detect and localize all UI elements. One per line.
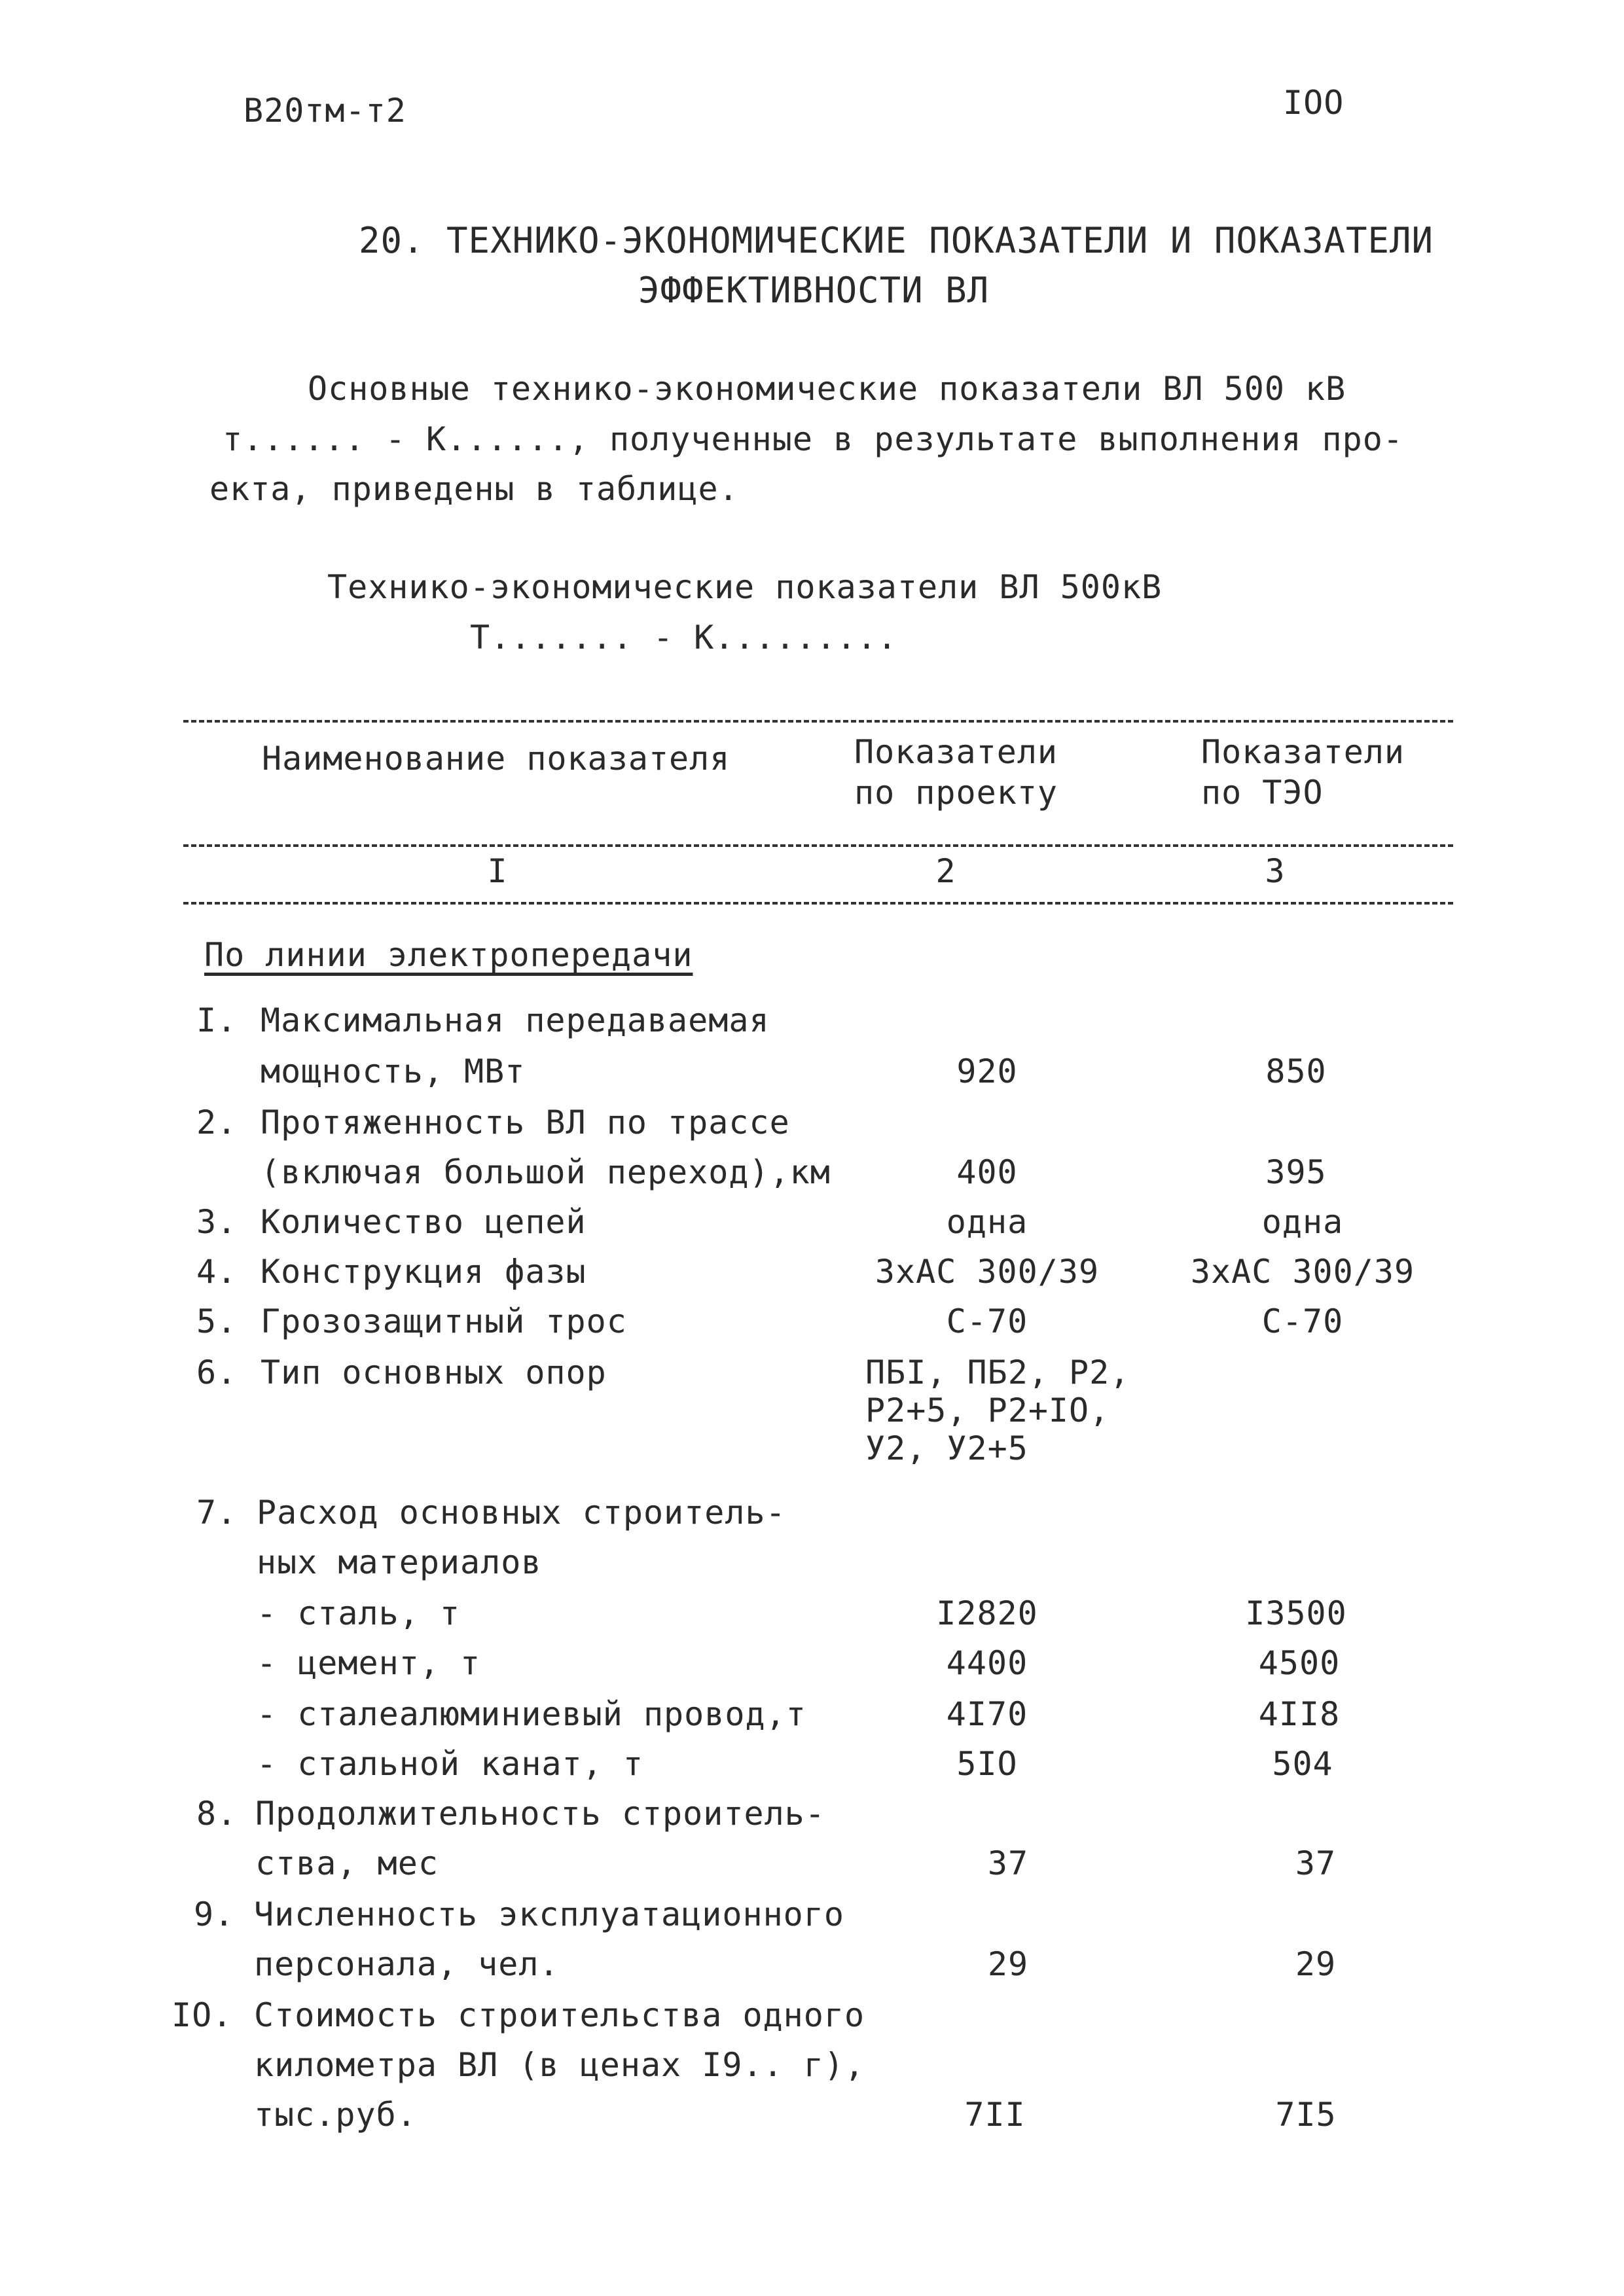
- row-label-line: Расход основных строитель-: [257, 1494, 786, 1532]
- teo-value: 504: [1272, 1745, 1333, 1783]
- teo-value: 29: [1295, 1945, 1337, 1983]
- teo-value: 850: [1265, 1052, 1327, 1090]
- header-col-project-line1: Показатели: [854, 733, 1058, 771]
- teo-value: 37: [1295, 1844, 1337, 1882]
- row-label-line: Максимальная передаваемая: [261, 1001, 770, 1039]
- row-label-line: Тип основных опор: [261, 1354, 607, 1391]
- row-label-line: Конструкция фазы: [261, 1253, 586, 1291]
- row-number: IO.: [171, 1996, 233, 2034]
- row-label-line: ства, мес: [255, 1844, 439, 1882]
- row-label-line: Продолжительность строитель-: [255, 1795, 825, 1833]
- column-numbers-rule: [183, 902, 1453, 905]
- section-heading: По линии электропередачи: [204, 936, 693, 974]
- teo-value: 4500: [1258, 1644, 1341, 1682]
- project-value: 920: [956, 1052, 1018, 1090]
- section-title-line1: 20. ТЕХНИКО-ЭКОНОМИЧЕСКИЕ ПОКАЗАТЕЛИ И ПОКАЗАТЕЛИ: [359, 220, 1434, 261]
- teo-value: 395: [1265, 1153, 1327, 1191]
- project-value: 400: [956, 1153, 1018, 1191]
- header-col-teo-line1: Показатели: [1201, 733, 1405, 771]
- header-bottom-rule: [183, 844, 1453, 847]
- project-value: У2, У2+5: [865, 1429, 1028, 1467]
- section-title-line2: ЭФФЕКТИВНОСТИ ВЛ: [638, 270, 990, 311]
- intro-line2: т...... - К......, полученные в результате выполнения про-: [223, 420, 1403, 458]
- column-number-3: 3: [1265, 852, 1286, 890]
- row-number: 5.: [196, 1302, 238, 1340]
- project-value: 4I70: [946, 1695, 1028, 1733]
- document-code: В20тм-т2: [244, 92, 406, 130]
- teo-value: I3500: [1245, 1594, 1347, 1632]
- table-top-rule: [183, 720, 1453, 723]
- row-label-line: (включая большой переход),км: [261, 1153, 831, 1191]
- intro-line1: Основные технико-экономические показатели ВЛ 500 кВ: [308, 370, 1346, 408]
- teo-value: одна: [1261, 1203, 1344, 1241]
- row-label-line: - сталь, т: [257, 1594, 461, 1632]
- row-number: 7.: [196, 1494, 238, 1532]
- row-number: 3.: [196, 1203, 238, 1241]
- row-number: 8.: [196, 1795, 238, 1833]
- teo-value: 7I5: [1275, 2096, 1337, 2134]
- project-value: 4400: [946, 1644, 1028, 1682]
- project-value: 7II: [964, 2096, 1026, 2134]
- row-number: 2.: [196, 1103, 238, 1141]
- intro-line3: екта, приведены в таблице.: [209, 470, 739, 508]
- row-label-line: - сталеалюминиевый провод,т: [257, 1695, 806, 1733]
- teo-value: С-70: [1261, 1302, 1344, 1340]
- project-value: ПБI, ПБ2, Р2,: [865, 1354, 1130, 1391]
- row-number: 4.: [196, 1253, 238, 1291]
- row-label-line: Протяженность ВЛ по трассе: [261, 1103, 790, 1141]
- row-number: I.: [196, 1001, 238, 1039]
- row-label-line: Грозозащитный трос: [261, 1302, 627, 1340]
- table-title-line1: Технико-экономические показатели ВЛ 500кВ: [327, 568, 1163, 606]
- row-number: 6.: [196, 1354, 238, 1391]
- teo-value: 4II8: [1258, 1695, 1341, 1733]
- row-label-line: - стальной канат, т: [257, 1745, 643, 1783]
- project-value: 37: [987, 1844, 1029, 1882]
- page-number: IOO: [1283, 84, 1344, 122]
- table-title-line2: Т....... - К.........: [470, 619, 898, 656]
- row-label-line: персонала, чел.: [254, 1945, 560, 1983]
- row-label-line: ных материалов: [257, 1543, 542, 1581]
- project-value: 3хАС 300/39: [875, 1253, 1100, 1291]
- row-label-line: - цемент, т: [257, 1644, 481, 1682]
- header-col-project-line2: по проекту: [854, 774, 1058, 812]
- project-value: 5IO: [956, 1745, 1018, 1783]
- header-col-teo-line2: по ТЭО: [1201, 774, 1324, 812]
- row-label-line: Количество цепей: [261, 1203, 586, 1241]
- project-value: Р2+5, Р2+IO,: [865, 1391, 1110, 1429]
- project-value: 29: [987, 1945, 1029, 1983]
- column-number-1: I: [487, 852, 508, 890]
- row-label-line: тыс.руб.: [254, 2096, 417, 2134]
- header-col-name: Наименование показателя: [262, 740, 731, 778]
- row-label-line: километра ВЛ (в ценах I9.. г),: [254, 2046, 865, 2084]
- column-number-2: 2: [935, 852, 956, 890]
- row-label-line: Стоимость строительства одного: [254, 1996, 865, 2034]
- project-value: одна: [946, 1203, 1028, 1241]
- project-value: I2820: [936, 1594, 1038, 1632]
- teo-value: 3хАС 300/39: [1190, 1253, 1415, 1291]
- row-label-line: мощность, МВт: [261, 1052, 526, 1090]
- row-label-line: Численность эксплуатационного: [254, 1895, 844, 1933]
- row-number: 9.: [194, 1895, 235, 1933]
- project-value: С-70: [946, 1302, 1028, 1340]
